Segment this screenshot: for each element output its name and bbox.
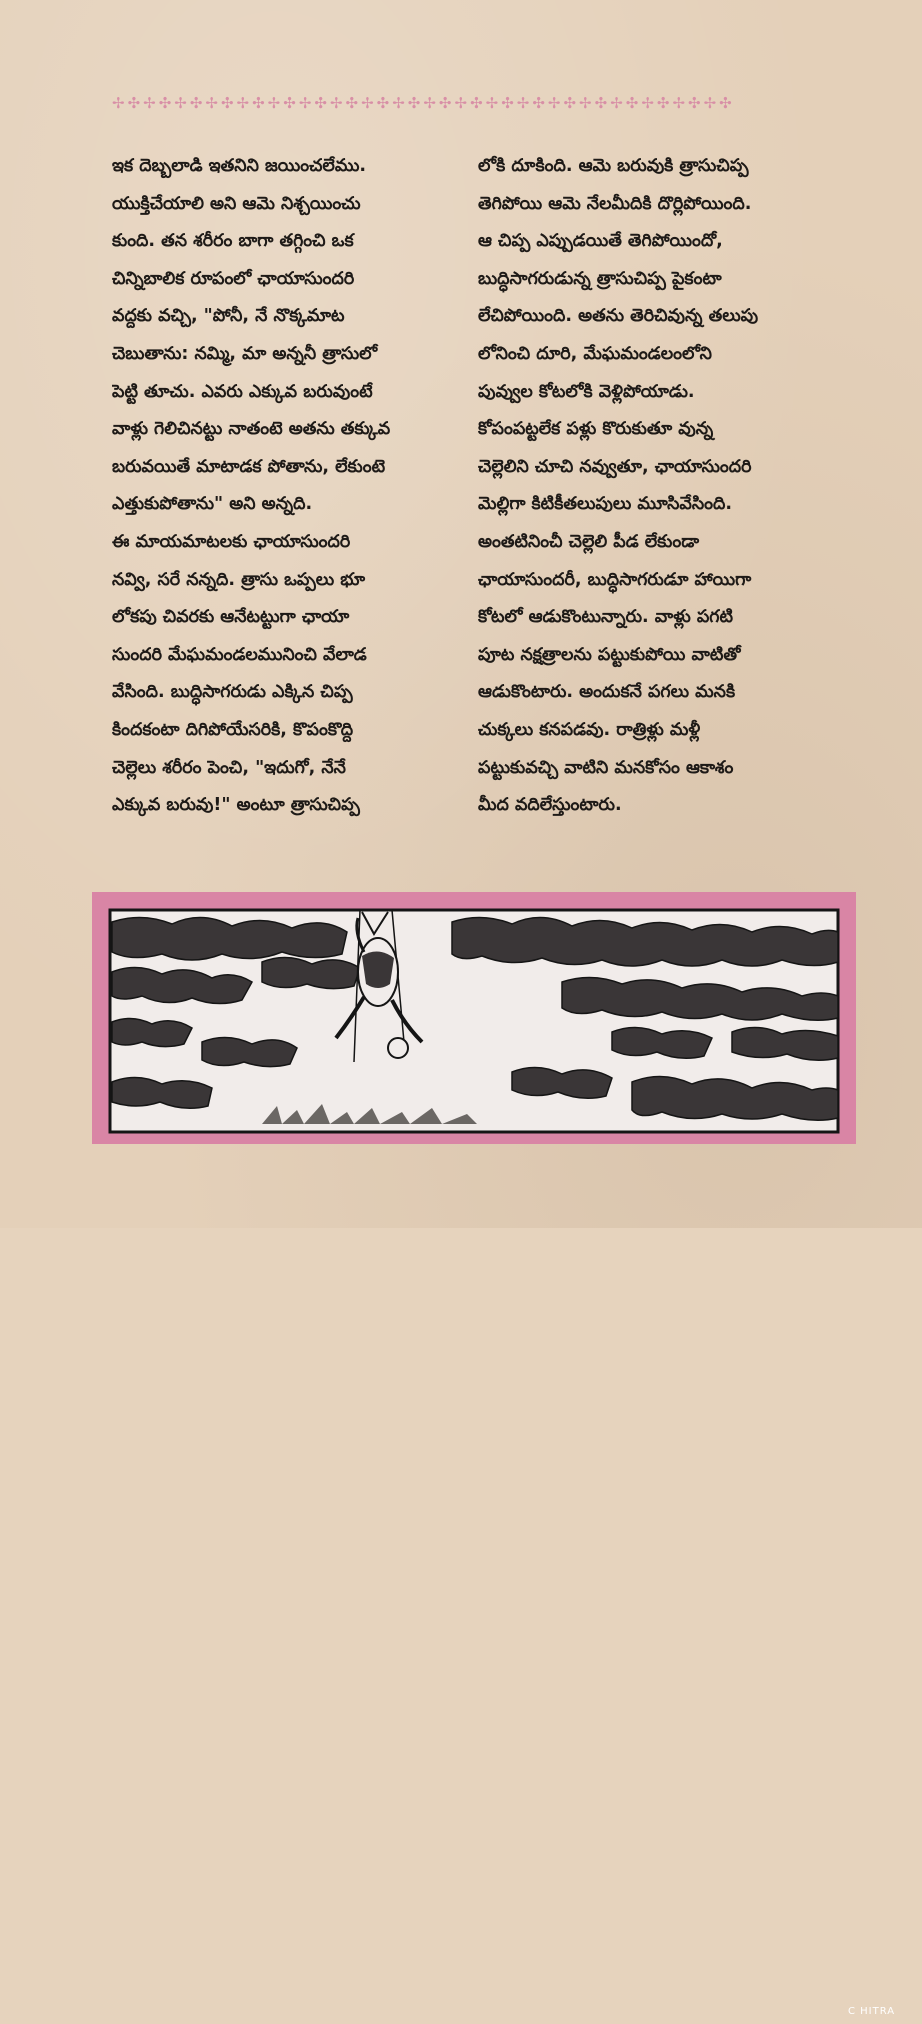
left-column-text-line: యుక్తిచేయాలి అని ఆమె నిశ్చయించు bbox=[112, 193, 361, 214]
right-column-text-line: లోనించి దూరి, మేఘమండలంలోని bbox=[478, 343, 712, 364]
right-column-text-line: కోపంపట్టలేక పళ్లు కొరుకుతూ వున్న bbox=[478, 419, 714, 440]
right-column-text-line: ఆ చిప్ప ఎప్పుడయితే తెగిపోయిందో, bbox=[478, 231, 723, 252]
artist-signature: C HITRA bbox=[848, 2006, 896, 2017]
right-column-text-line: తెగిపోయి ఆమె నేలమీదికి దొర్లిపోయింది. bbox=[478, 193, 752, 214]
left-column-text-line: వాళ్లు గెలిచినట్టు నాతంటె అతను తక్కువ bbox=[112, 419, 391, 440]
left-column-text-line: కిందకంటా దిగిపోయేసరికి, కొపంకొద్ది bbox=[112, 719, 354, 740]
left-column-text-line: ఎక్కువ బరువు!" అంటూ త్రాసుచిప్ప bbox=[112, 795, 360, 816]
story-illustration bbox=[92, 892, 896, 2017]
left-column-text-line: చెబుతాను: నమ్మి, మా అన్ననీ త్రాసులో bbox=[112, 343, 378, 364]
right-column-text-line: పువ్వుల కోటలోకి వెళ్లిపోయాడు. bbox=[478, 381, 695, 402]
left-column-text-line: ఇక దెబ్బలాడి ఇతనిని జయించలేము. bbox=[112, 156, 367, 176]
left-column-text-line: వేసింది. బుద్ధిసాగరుడు ఎక్కిన చిప్ప bbox=[112, 682, 353, 703]
left-column-text-line: ఎత్తుకుపోతాను" అని అన్నది. bbox=[112, 494, 313, 515]
right-column-text-line: లేచిపోయింది. అతను తెరిచివున్న తలుపు bbox=[478, 306, 759, 327]
left-column-text-line: నవ్వి, సరే నన్నది. త్రాసు ఒప్పలు భూ bbox=[112, 569, 366, 590]
right-column-text-line: పట్టుకువచ్చి వాటిని మనకోసం ఆకాశం bbox=[478, 757, 734, 778]
right-column-text-line: మెల్లిగా కిటికీతలుపులు మూసివేసింది. bbox=[478, 494, 732, 515]
left-column-text-line: సుందరి మేఘమండలమునించి వేలాడ bbox=[112, 644, 367, 665]
right-column-text-line: కోటలో ఆడుకొంటున్నారు. వాళ్లు పగటి bbox=[478, 607, 733, 628]
left-column-text-line: కుంది. తన శరీరం బాగా తగ్గించి ఒక bbox=[112, 231, 354, 252]
decorative-border: ✢✣✢✣✢✣✢✣✢✣✢✣✢✣✢✣✢✣✢✣✢✣✢✣✢✣✢✣✢✣✢✣✢✣✢✣✢✣✢✣ bbox=[112, 94, 735, 112]
right-column-text-line: లోకి దూకింది. ఆమె బరువుకి త్రాసుచిప్ప bbox=[478, 156, 749, 176]
illustration-drawing bbox=[92, 892, 856, 1144]
left-column-text-line: చెల్లెలు శరీరం పెంచి, "ఇదుగో, నేనే bbox=[112, 757, 346, 778]
left-column-text-line: చిన్నిబాలిక రూపంలో ఛాయాసుందరి bbox=[112, 268, 355, 289]
left-text-column bbox=[112, 148, 464, 825]
right-column-text-line: మీద వదిలేస్తుంటారు. bbox=[478, 795, 622, 816]
right-column-text-line: చుక్కలు కనపడవు. రాత్రిళ్లు మళ్లీ bbox=[478, 719, 701, 740]
left-column-text-line: లోకపు చివరకు ఆనేటట్టుగా ఛాయా bbox=[112, 607, 350, 628]
right-column-text-line: ఛాయాసుందరీ, బుద్ధిసాగరుడూ హాయిగా bbox=[478, 569, 752, 590]
right-column-text-line: పూట నక్షత్రాలను పట్టుకుపోయి వాటితో bbox=[478, 644, 741, 665]
left-column-text-line: బరువయితే మాటాడక పోతాను, లేకుంటె bbox=[112, 456, 386, 477]
right-column-text-line: ఆడుకొంటారు. అందుకనే పగలు మనకి bbox=[478, 682, 736, 703]
right-text-column bbox=[478, 148, 854, 825]
left-column-text-line: పెట్టి తూచు. ఎవరు ఎక్కువ బరువుంటే bbox=[112, 381, 373, 402]
right-column-text-line: అంతటినించీ చెల్లెలి పీడ లేకుండా bbox=[478, 531, 700, 552]
left-column-text-line: వద్దకు వచ్చి, "పోనీ, నే నొక్కమాట bbox=[112, 306, 345, 327]
right-column-text-line: చెల్లెలిని చూచి నవ్వుతూ, ఛాయాసుందరి bbox=[478, 456, 752, 477]
left-column-text-line: ఈ మాయమాటలకు ఛాయాసుందరి bbox=[112, 531, 351, 552]
right-column-text-line: బుద్ధిసాగరుడున్న త్రాసుచిప్ప పైకంటా bbox=[478, 268, 722, 289]
